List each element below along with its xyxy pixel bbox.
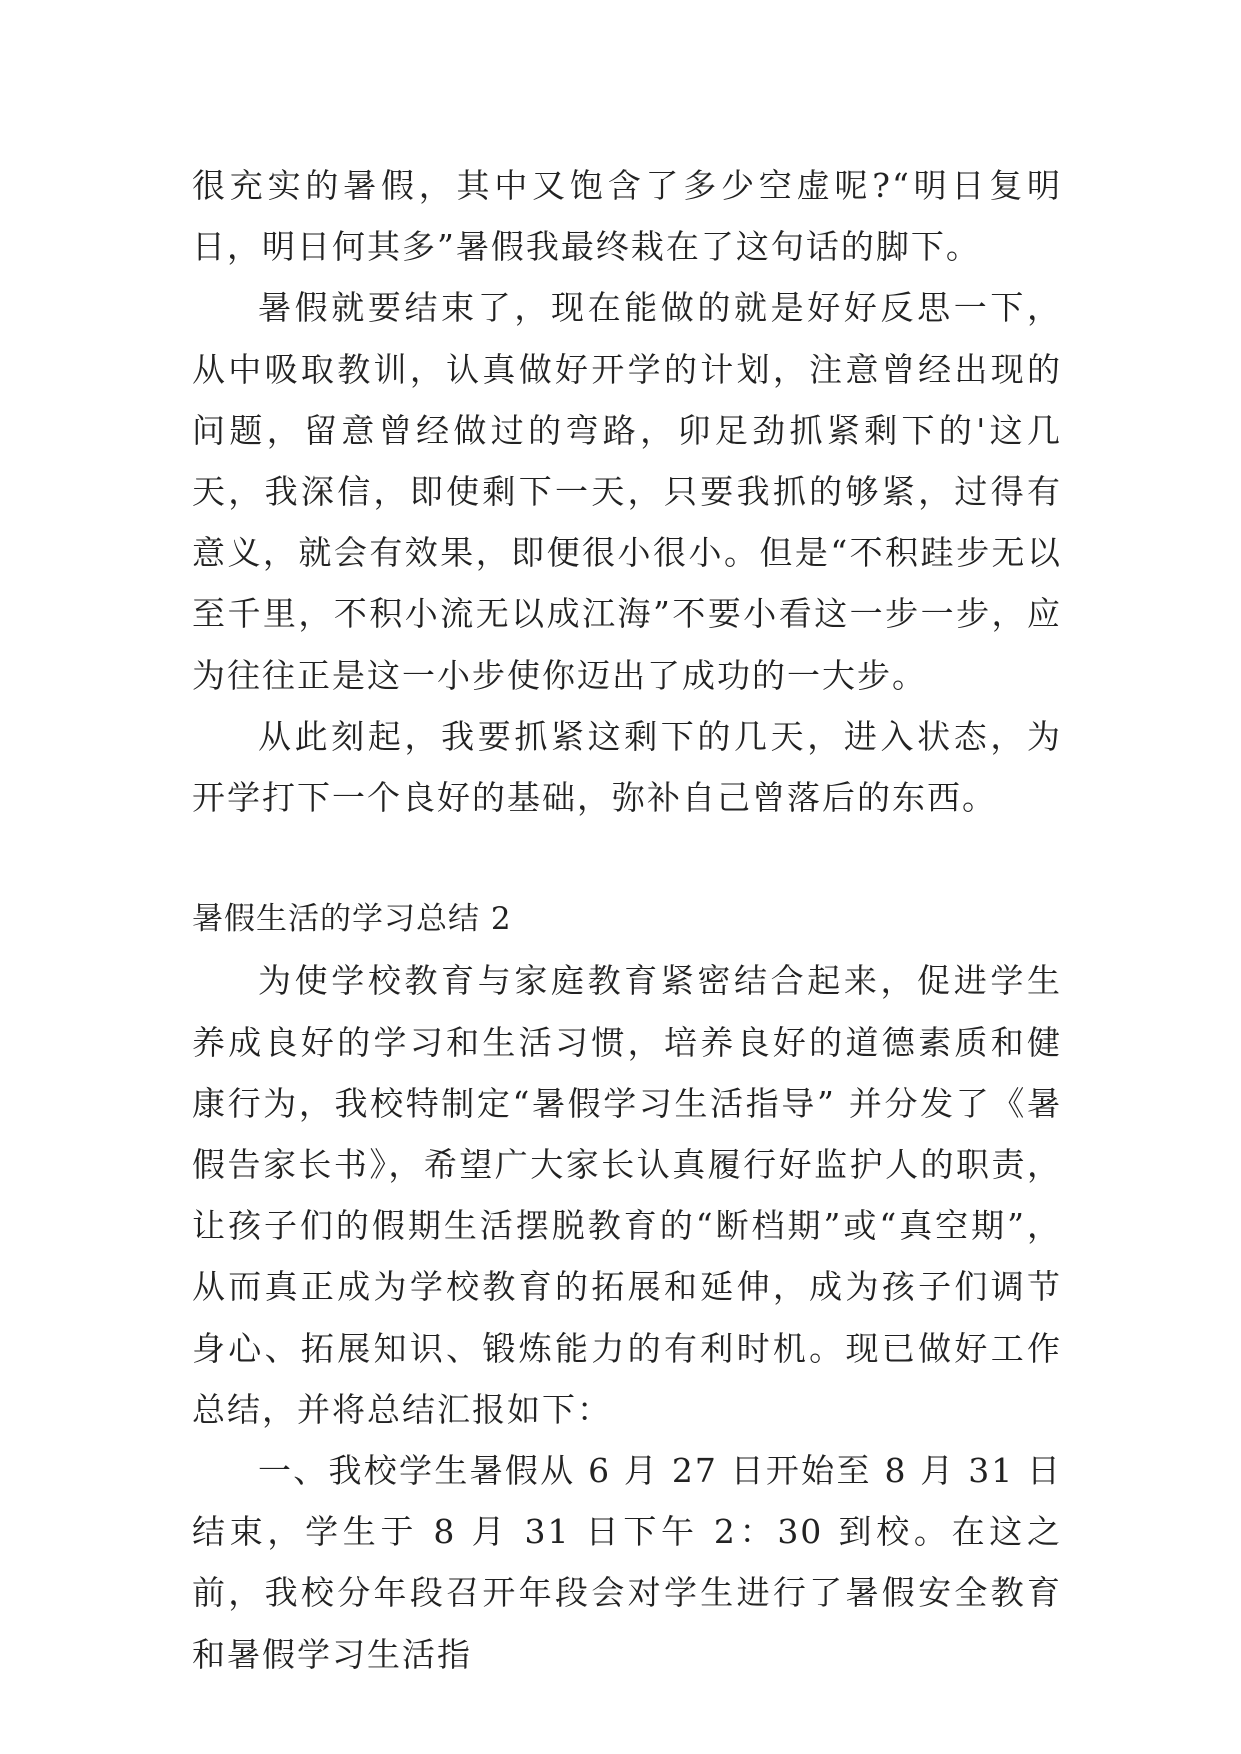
paragraph-resolution: 从此刻起，我要抓紧这剩下的几天，进入状态，为开学打下一个良好的基础，弥补自己曾落后的东西。	[192, 716, 1062, 818]
paragraph-point-one: 一、我校学生暑假从 6 月 27 日开始至 8 月 31 日结束，学生于 8 月 31 日下午 2：30 到校。在这之前，我校分年段召开年段会对学生进行了暑假安全教育和暑假学习生活指	[192, 1451, 1062, 1674]
paragraph-intro: 为使学校教育与家庭教育紧密结合起来，促进学生养成良好的学习和生活习惯，培养良好的道德素质和健康行为，我校特制定“暑假学习生活指导” 并分发了《暑假告家长书》，希望广大家长认真履行好监护人的职责，让孩子们的假期生活摆脱教育的“断档期”或“真空期”，从而真正成为学校教育的拓展和延伸，成为孩子们调节身心、拓展知识、锻炼能力的有利时机。现已做好工作总结，并将总结汇报如下：	[192, 961, 1062, 1429]
paragraph-reflection: 暑假就要结束了，现在能做的就是好好反思一下，从中吸取教训，认真做好开学的计划，注意曾经出现的问题，留意曾经做过的弯路，卯足劲抓紧剩下的'这几天，我深信，即使剩下一天，只要我抓的够紧，过得有意义，就会有效果，即便很小很小。但是“不积跬步无以至千里，不积小流无以成江海”不要小看这一步一步，应为往往正是这一小步使你迈出了成功的一大步。	[192, 288, 1062, 695]
paragraph-continuation: 很充实的暑假，其中又饱含了多少空虚呢?“明日复明日，明日何其多”暑假我最终栽在了这句话的脚下。	[192, 166, 1062, 267]
document-body	[192, 155, 1062, 1685]
section-heading: 暑假生活的学习总结 2	[192, 901, 512, 938]
